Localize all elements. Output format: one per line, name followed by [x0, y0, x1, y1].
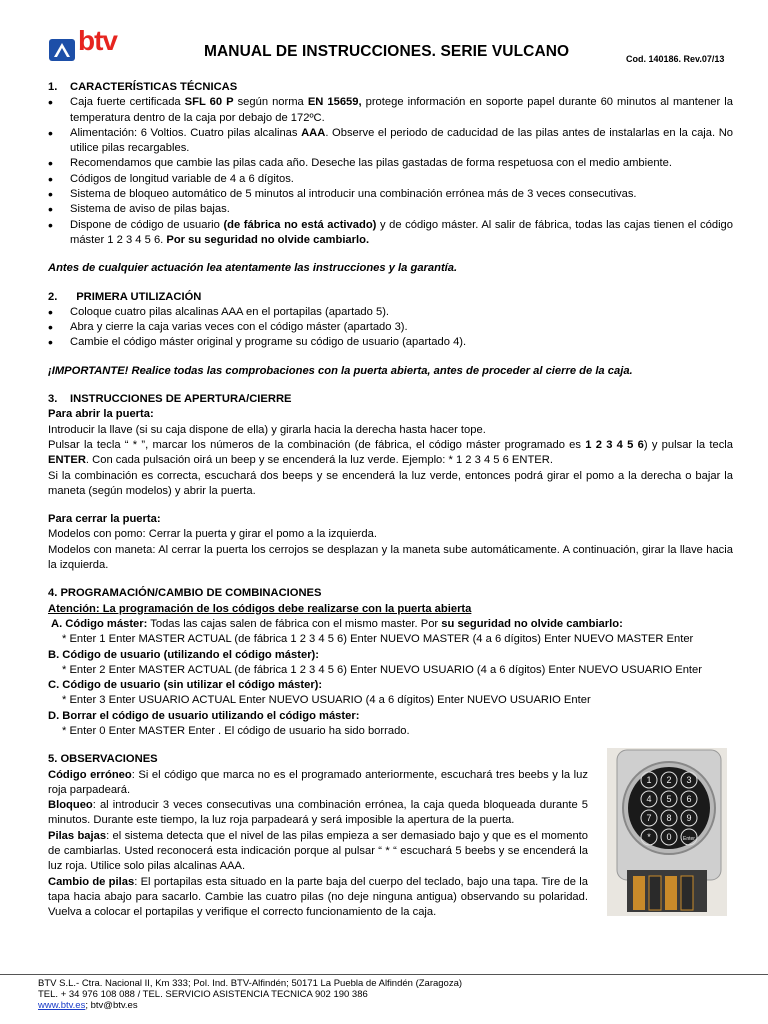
keypad-key-label: 0: [666, 832, 672, 842]
page-header: [48, 25, 738, 68]
footer-phones: TEL. + 34 976 108 088 / TEL. SERVICIO ASISTENCIA TECNICA 902 190 386: [38, 989, 368, 1000]
page-title: MANUAL DE INSTRUCCIONES. SERIE VULCANO: [204, 43, 570, 60]
section-1-list: [48, 95, 733, 248]
warning-important: ¡IMPORTANTE! Realice todas las comprobaciones con la puerta abierta, antes de proceder al cierre de la caja.: [48, 364, 633, 377]
list-item: • Coloque cuatro pilas alcalinas AAA en el portapilas (apartado 5).: [48, 303, 390, 320]
footer-email: ; btv@btv.es: [85, 1000, 138, 1011]
close-step-1: Modelos con pomo: Cerrar la puerta y girar el pomo a la izquierda.: [48, 528, 377, 541]
keypad-key-label: 3: [686, 775, 692, 785]
document-code: Cod. 140186. Rev.07/13: [626, 54, 725, 64]
programming-attention: Atención: La programación de los códigos debe realizarse con la puerta abierta: [48, 602, 472, 615]
list-item: • Caja fuerte certificada SFL 60 P según norma EN 15659, protege información en soporte papel durante 60 minutos al mantener la temperatura dentro de la caja por debajo de 172ºC.: [48, 94, 733, 124]
section-2-list: [48, 305, 733, 351]
open-step-1: Introducir la llave (si su caja dispone de ella) y girarla hacia la derecha hasta hacer tope.: [48, 423, 486, 436]
user-code-nomaster-sequence: * Enter 3 Enter USUARIO ACTUAL Enter NUEVO USUARIO (4 a 6 dígitos) Enter NUEVO USUARIO Enter: [62, 694, 591, 707]
master-code-heading: A. Código máster: Todas las cajas salen de fábrica con el mismo master. Por su seguridad no olvide cambiarlo:: [51, 617, 623, 630]
open-door-heading: Para abrir la puerta:: [48, 408, 154, 421]
list-item: • Sistema de bloqueo automático de 5 minutos al introducir una combinación errónea más de 3 veces consecutivas.: [48, 186, 637, 203]
master-code-sequence: * Enter 1 Enter MASTER ACTUAL (de fábrica 1 2 3 4 5 6) Enter NUEVO MASTER (4 a 6 dígitos) Enter NUEVO MASTER Enter: [62, 633, 694, 646]
keypad-key-label: 7: [646, 813, 652, 823]
list-item: • Códigos de longitud variable de 4 a 6 dígitos.: [48, 170, 294, 187]
keypad-illustration: [607, 748, 727, 916]
keypad-key-label: 2: [666, 775, 672, 785]
user-code-master-heading: B. Código de usuario (utilizando el código máster):: [48, 648, 319, 661]
footer-address: BTV S.L.- Ctra. Nacional II, Km 333; Pol. Ind. BTV-Alfindén; 50171 La Puebla de Alfindén (Zaragoza): [38, 978, 463, 989]
delete-user-code-heading: D. Borrar el código de usuario utilizando el código máster:: [48, 709, 360, 722]
btv-logo-icon: [48, 37, 78, 63]
keypad-key-label: 5: [666, 794, 672, 804]
keypad-key-label: 8: [666, 813, 672, 823]
battery-change-note: Cambio de pilas: El portapilas esta situado en la parte baja del cuerpo del teclado, bajo una tapa. Tire de la tapa hacia abajo para sacarlo. Cambie las cuatro pilas (no deje ninguna antigua) observando su polaridad. Vuelva a colocar el portapilas y verifique el correcto funcionamiento de la caja.: [48, 875, 588, 919]
list-item: • Sistema de aviso de pilas bajas.: [48, 201, 230, 218]
user-code-nomaster-heading: C. Código de usuario (sin utilizar el código máster):: [48, 679, 323, 692]
list-item: • Alimentación: 6 Voltios. Cuatro pilas alcalinas AAA. Observe el periodo de caducidad de las pilas antes de instalarlas en la caja. No utilice pilas recargables.: [48, 124, 734, 155]
keypad-key-label: 4: [646, 794, 652, 804]
btv-logo: [48, 25, 126, 65]
delete-user-code-sequence: * Enter 0 Enter MASTER Enter . El código de usuario ha sido borrado.: [62, 724, 410, 737]
close-door-heading: Para cerrar la puerta:: [48, 513, 161, 526]
section-2-heading: 2. PRIMERA UTILIZACIÓN: [48, 290, 202, 303]
keypad-key-label: 6: [686, 794, 692, 804]
section-5-heading: 5. OBSERVACIONES: [48, 753, 158, 766]
section-1-heading: 1. CARACTERÍSTICAS TÉCNICAS: [48, 81, 238, 93]
website-link[interactable]: www.btv.es: [38, 1000, 86, 1011]
keypad-key-label: 1: [646, 775, 652, 785]
section-4-heading: 4. PROGRAMACIÓN/CAMBIO DE COMBINACIONES: [48, 587, 322, 600]
close-step-2: Modelos con maneta: Al cerrar la puerta los cerrojos se desplazan y la maneta sube automáticamente. A continuación, girar la llave hacia la izquierda.: [48, 543, 733, 572]
brand-name: btv: [78, 25, 117, 56]
footer-contact: [38, 1000, 462, 1011]
keypad-key-label: Enter: [683, 836, 695, 842]
low-battery-note: Pilas bajas: el sistema detecta que el nivel de las pilas empieza a ser demasiado bajo y que es el momento de cambiarlas. Usted reconocerá esta indicación porque al pulsar “ * “ escuchará 5 beebs y se encenderá la luz roja. Utilice solo pilas alcalinas AAA.: [48, 829, 588, 873]
lockout-note: Bloqueo: al introducir 3 veces consecutivas una combinación errónea, la caja queda bloqueada durante 5 minutos. Durante este tiempo, la luz roja parpadeará y será imposible la apertura de la puerta.: [48, 799, 588, 827]
open-step-2: Pulsar la tecla “ * ”, marcar los números de la combinación (de fábrica, el código máster programado es 1 2 3 4 5 6) y pulsar la tecla ENTER. Con cada pulsación oirá un beep y se encenderá la luz verde. Ejemplo: * 1 2 3 4 5 6 ENTER.: [48, 438, 734, 467]
wrong-code-note: Código erróneo: Si el código que marca no es el programado anteriormente, escuchará tres beebs y la luz roja parpadeará.: [48, 768, 588, 796]
observations-block: [48, 768, 588, 921]
keypad-key-label: *: [647, 832, 651, 842]
warning-read-instructions: Antes de cualquier actuación lea atentamente las instrucciones y la garantía.: [48, 262, 458, 275]
section-3-heading: 3. INSTRUCCIONES DE APERTURA/CIERRE: [48, 393, 292, 406]
keypad-photo: [607, 748, 727, 916]
list-item: • Abra y cierre la caja varias veces con el código máster (apartado 3).: [48, 319, 408, 336]
page-footer: [38, 978, 462, 1011]
list-item: • Recomendamos que cambie las pilas cada año. Deseche las pilas gastadas de forma respetuosa con el medio ambiente.: [48, 155, 672, 172]
open-step-3: Si la combinación es correcta, escuchará dos beeps y se encenderá la luz verde, entonces podrá girar el pomo a la derecha o bajar la maneta (según modelos) y abrir la puerta.: [48, 469, 733, 497]
list-item: • Dispone de código de usuario (de fábrica no está activado) y de código máster. Al salir de fábrica, todas las cajas tienen el código máster 1 2 3 4 5 6. Por su seguridad no olvide cambiarlo.: [48, 216, 733, 246]
keypad-key-label: 9: [686, 813, 692, 823]
user-code-master-sequence: * Enter 2 Enter MASTER ACTUAL (de fábrica 1 2 3 4 5 6) Enter NUEVO USUARIO (4 a 6 dígitos) Enter NUEVO USUARIO Enter: [62, 663, 702, 676]
footer-divider: [0, 974, 768, 975]
list-item: • Cambie el código máster original y programe su código de usuario (apartado 4).: [48, 334, 467, 351]
